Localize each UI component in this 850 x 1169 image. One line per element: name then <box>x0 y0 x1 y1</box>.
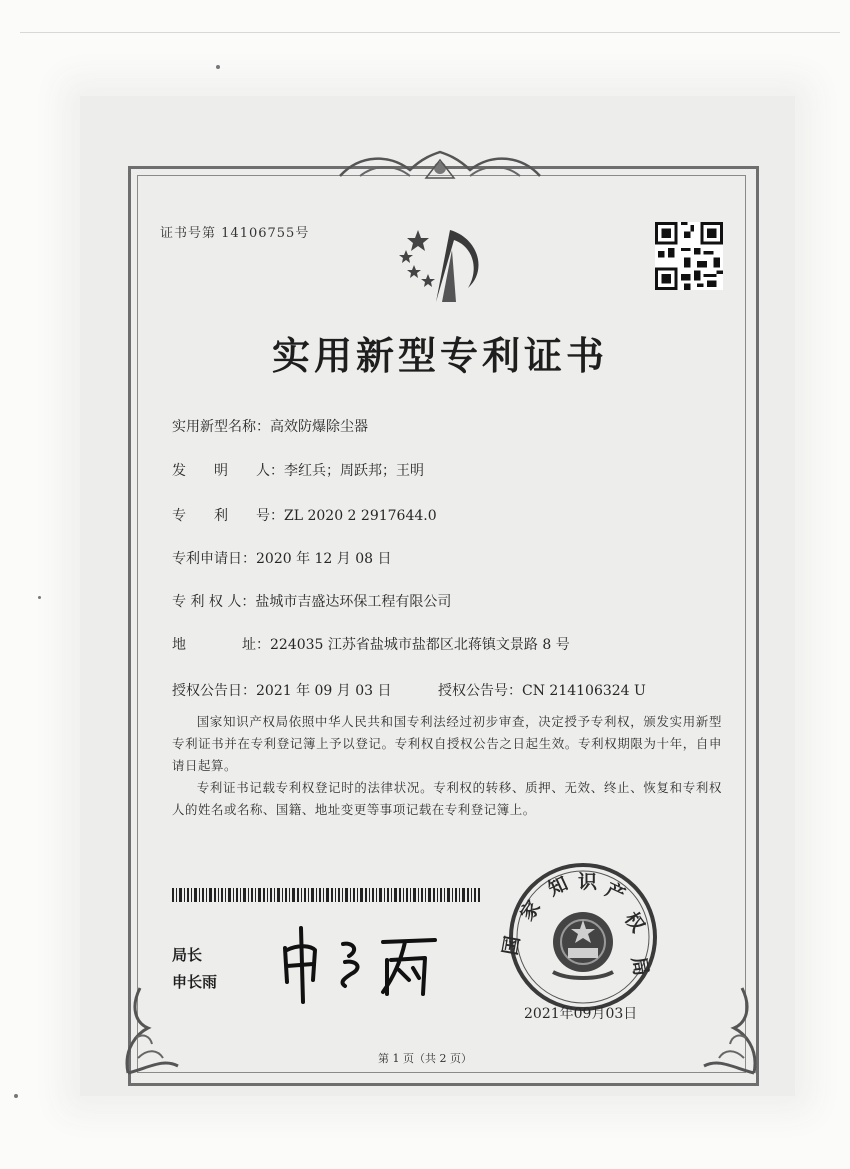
field-utility-model-name <box>172 416 368 436</box>
field-inventors <box>172 460 424 480</box>
legal-statement-paragraph: 专利证书记载专利权登记时的法律状况。专利权的转移、质押、无效、终止、恢复和专利权人的姓名或名称、国籍、地址变更等事项记载在专利登记簿上。 <box>172 780 722 817</box>
patent-office-emblem-icon <box>388 210 498 310</box>
field-label: 授权公告号： <box>438 683 522 699</box>
field-value: 224035 江苏省盐城市盐都区北蒋镇文景路 8 号 <box>270 637 570 653</box>
field-value: ZL 2020 2 2917644.0 <box>284 508 437 524</box>
director-name: 申长雨 <box>172 973 218 991</box>
svg-text:局: 局 <box>627 955 653 978</box>
barcode-icon <box>172 888 482 902</box>
field-label: 专利申请日： <box>172 551 256 567</box>
qr-code-icon <box>655 222 723 290</box>
certificate-number-label: 证书号第 <box>160 226 217 241</box>
seal-date: 2021年09月03日 <box>524 1006 638 1022</box>
director-signature-icon <box>275 920 445 1010</box>
field-value: 李红兵；周跃邦；王明 <box>284 463 424 479</box>
field-label: 专 利 号： <box>172 508 284 524</box>
scan-speck <box>14 1094 18 1098</box>
field-application-date <box>172 548 392 568</box>
field-grant-announcement-number <box>438 680 646 700</box>
field-patent-number <box>172 505 437 525</box>
field-value: 高效防爆除尘器 <box>270 419 368 435</box>
page-number: 第 1 页（共 2 页） <box>378 1052 472 1065</box>
field-label: 授权公告日： <box>172 683 256 699</box>
field-patentee <box>172 591 451 611</box>
field-label: 实用新型名称： <box>172 419 270 435</box>
field-grant-date <box>172 680 392 700</box>
scan-speck <box>38 596 41 599</box>
field-value: CN 214106324 U <box>522 683 646 699</box>
scan-top-edge <box>20 32 840 33</box>
field-address <box>172 634 570 654</box>
svg-text:知: 知 <box>544 872 572 901</box>
certificate-number-value: 14106755号 <box>221 226 310 241</box>
field-label: 地 址： <box>172 637 270 653</box>
certificate-title: 实用新型专利证书 <box>271 333 608 378</box>
svg-text:家: 家 <box>516 896 546 925</box>
field-value: 2020 年 12 月 08 日 <box>256 551 392 567</box>
official-seal-icon <box>499 862 658 1012</box>
scan-speck <box>216 65 220 69</box>
field-label: 发 明 人： <box>172 463 284 479</box>
svg-text:识: 识 <box>578 871 598 893</box>
svg-text:权: 权 <box>619 908 649 937</box>
svg-text:国: 国 <box>499 934 525 957</box>
certificate-number <box>160 222 309 241</box>
legal-statement-paragraph: 国家知识产权局依照中华人民共和国专利法经过初步审查，决定授予专利权，颁发实用新型专利证书并在专利登记簿上予以登记。专利权自授权公告之日起生效。专利权期限为十年，自申请日起算。 <box>172 714 722 773</box>
field-value: 盐城市吉盛达环保工程有限公司 <box>255 594 452 610</box>
field-value: 2021 年 09 月 03 日 <box>256 683 392 699</box>
director-title: 局长 <box>172 946 203 964</box>
field-label: 专 利 权 人： <box>172 594 256 610</box>
svg-text:产: 产 <box>601 878 629 907</box>
top-ornament-icon <box>330 146 550 186</box>
